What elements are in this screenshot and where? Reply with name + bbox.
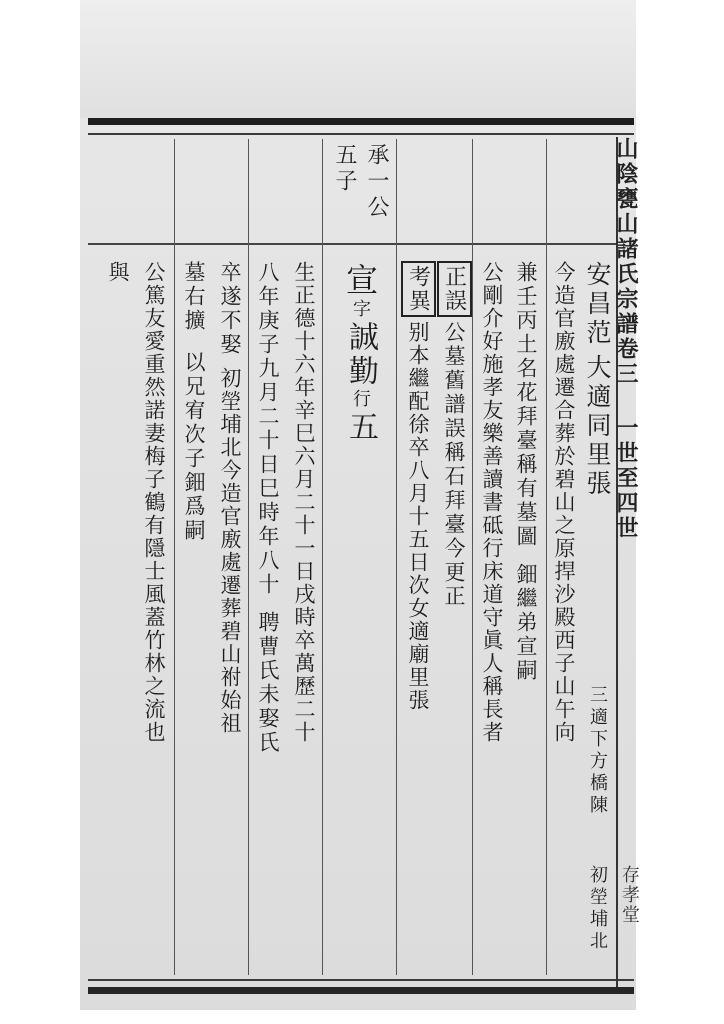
birth-order-label: 五子 xyxy=(332,143,357,195)
column-line: 八年庚子九月二十日巳時年八十 xyxy=(256,261,280,597)
courtesy-name: 誠勤 xyxy=(343,321,378,389)
grid-line xyxy=(248,139,249,975)
grid-line xyxy=(174,139,175,975)
frame-inner-bottom xyxy=(88,979,634,981)
column-line: 生正德十六年辛巳六月二十一日戌時卒萬歷二十 xyxy=(292,261,316,744)
column-line: 公篤友愛重然諾妻梅子鶴有隱士風蓋竹林之流也 xyxy=(142,261,166,744)
grid-line xyxy=(396,139,397,975)
text-column xyxy=(176,137,212,543)
text-column xyxy=(400,137,436,712)
rank-mark: 行 xyxy=(350,389,371,411)
text-column-mid xyxy=(582,685,612,817)
variant-label: 考異 xyxy=(401,261,436,317)
grid-line xyxy=(322,139,323,975)
person-column xyxy=(324,137,396,445)
rank-number: 五 xyxy=(343,411,378,445)
text-column xyxy=(474,137,510,748)
genealogy-frame xyxy=(88,118,640,994)
text-column xyxy=(212,137,248,735)
column-line: 與 xyxy=(106,261,130,286)
column-line: 聘曹氏未娶氏 xyxy=(256,611,280,755)
column-line: 以兄宥次子鈿爲嗣 xyxy=(182,351,206,543)
text-column xyxy=(508,137,544,683)
father-label: 承一公 xyxy=(364,143,389,221)
column-line: 公剛介好施孝友樂善讀書砥行床道守眞人稱長者 xyxy=(480,261,504,744)
generation-header xyxy=(329,137,391,247)
correction-label: 正誤 xyxy=(437,261,472,317)
frame-inner-top xyxy=(88,133,634,135)
text-column xyxy=(100,137,136,290)
text-column xyxy=(286,137,322,748)
text-column xyxy=(436,137,472,609)
column-line: 别本繼配徐卒八月十五日次女適廟里張 xyxy=(406,321,430,712)
text-column-tail xyxy=(582,865,612,953)
column-line: 初塋埔北 xyxy=(587,865,608,953)
column-line: 兼壬丙土名花拜臺稱有墓圖 xyxy=(514,261,538,549)
hall-code: 存孝堂 xyxy=(619,865,640,925)
grid-line xyxy=(472,139,473,975)
top-margin xyxy=(80,0,636,118)
text-column xyxy=(136,137,172,748)
person-name: 宣 xyxy=(341,263,379,299)
column-line: 初塋埔北今造官廒處遷葬碧山祔始祖 xyxy=(218,367,242,735)
text-column xyxy=(546,137,582,748)
margin-title-text: 山陰甕山諸氏宗譜卷三 一世至四世 xyxy=(613,137,639,541)
column-line: 鈿繼弟宣嗣 xyxy=(514,563,538,683)
column-line: 大適同里張 xyxy=(583,354,612,499)
column-line: 三適下方橋陳 xyxy=(587,685,608,817)
margin-title xyxy=(613,137,642,987)
column-line: 公墓舊譜誤稱石拜臺今更正 xyxy=(442,321,466,609)
text-column xyxy=(250,137,286,755)
document-page xyxy=(80,0,640,1010)
column-line: 墓右擴 xyxy=(182,261,206,333)
column-line: 卒遂不娶 xyxy=(218,261,242,357)
column-line: 今造官廒處遷合葬於碧山之原捍沙殿西子山午向 xyxy=(552,261,576,744)
courtesy-mark: 字 xyxy=(350,299,371,321)
column-line: 安昌范 xyxy=(583,261,612,348)
